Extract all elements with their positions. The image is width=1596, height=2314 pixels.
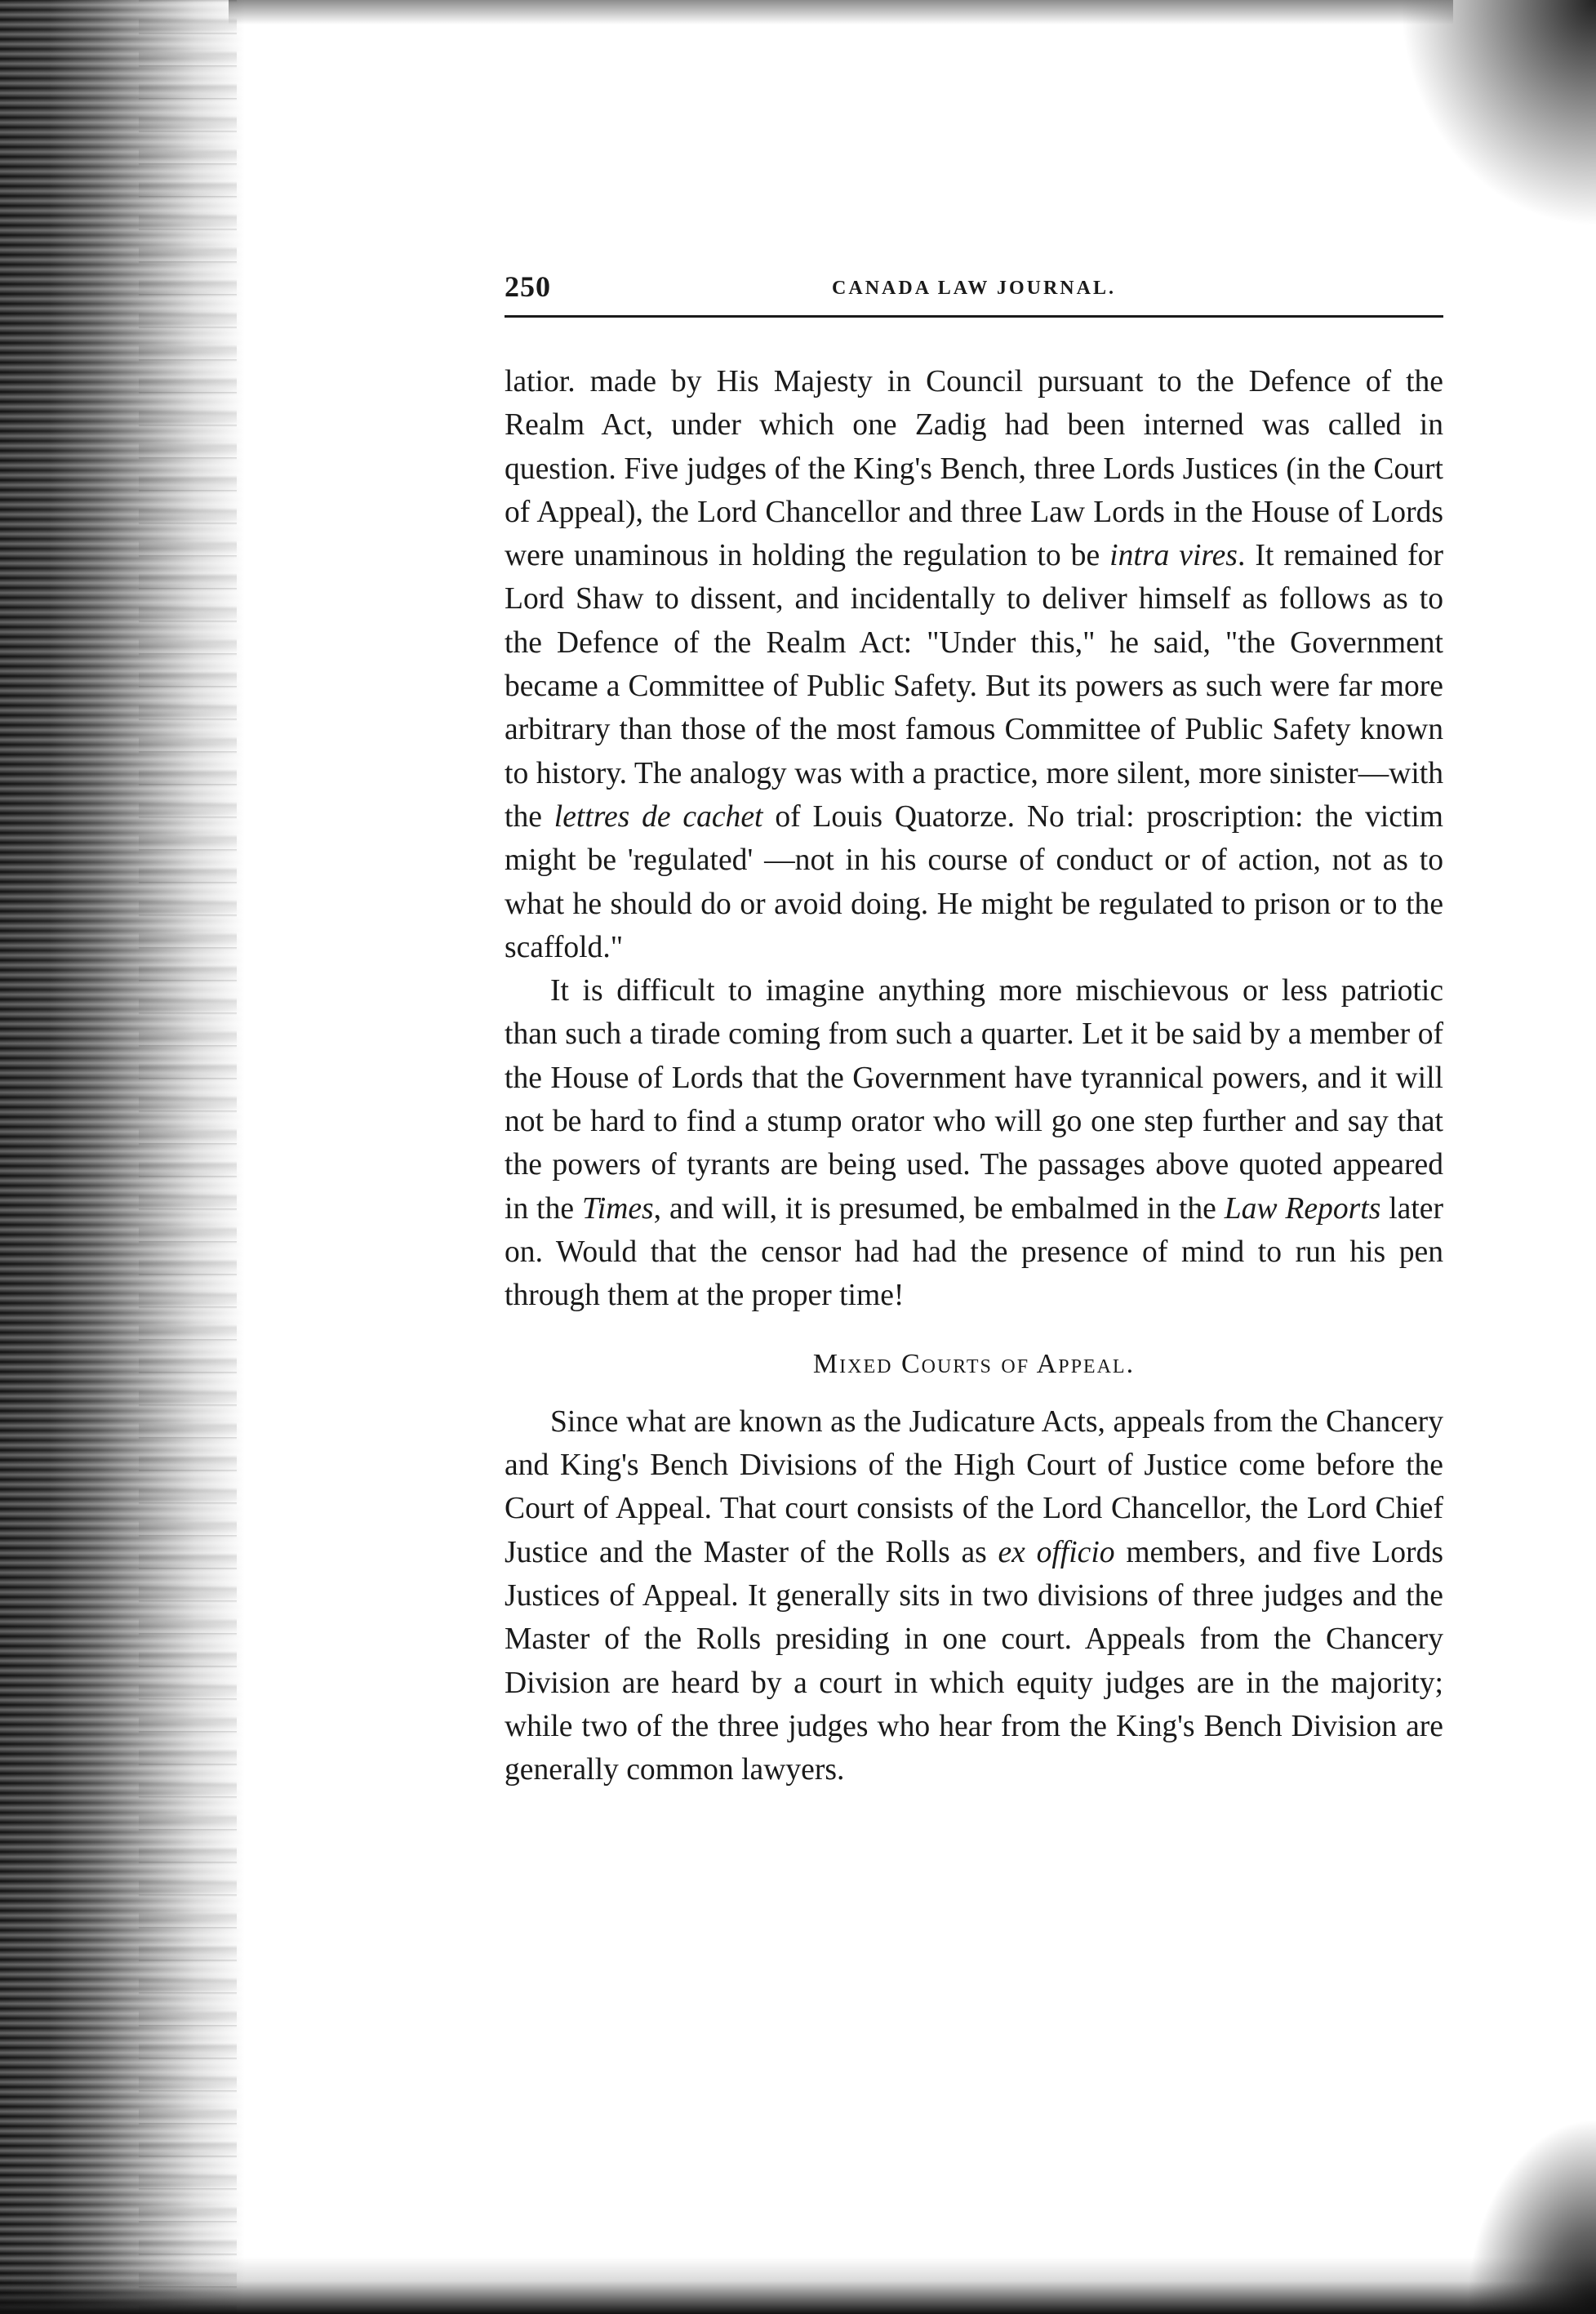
- scan-binding-speckle: [139, 0, 237, 2314]
- paragraph-2: [505, 969, 1443, 1317]
- paragraph-1-text-b: . It remained for Lord Shaw to dissent, and incidentally to deliver himself as follows as to the Defence of the Realm Act: "Under this," he said, "the Government became a Committee of Public Safety. But its powers as such were far more arbitrary than those of the most famous Committee of Public Safety known to history. The analogy was with a practice, more silent, more sinister—with the: [505, 539, 1443, 834]
- paragraph-2-text-c: later on. Would that the censor had had the presence of mind to run his pen through them at the proper time!: [505, 1191, 1443, 1313]
- paragraph-1-text-a: latior. made by His Majesty in Council pursuant to the Defence of the Realm Act, under which one Zadig had been interned was called in question. Five judges of the King's Bench, three Lords Justices (in the Court of Appeal), the Lord Chancellor and three Law Lords in the House of Lords were unaminous in holding the regulation to be: [505, 365, 1443, 573]
- journal-title: CANADA LAW JOURNAL.: [832, 278, 1116, 299]
- paragraph-1: [505, 360, 1443, 969]
- paragraph-1-italic-a: intra vires: [1109, 539, 1238, 573]
- article-body: [505, 360, 1443, 1792]
- running-head: [505, 269, 1443, 318]
- paragraph-1-text-c: of Louis Quatorze. No trial: proscription: the victim might be 'regulated' —not in his course of conduct or of action, not as to what he should do or avoid doing. He might be regulated to prison or to the scaffold.": [505, 799, 1443, 964]
- paragraph-2-text-a: It is difficult to imagine anything more mischievous or less patriotic than such a tirade coming from such a quarter. Let it be said by a member of the House of Lords that the Government have tyrannical powers, and it will not be hard to find a stump orator who will go one step further and say that the powers of tyrants are being used. The passages above quoted appeared in the: [505, 974, 1443, 1226]
- paragraph-2-text-b: , and will, it is presumed, be embalmed in the: [653, 1191, 1225, 1226]
- paragraph-3-text-b: members, and five Lords Justices of Appeal. It generally sits in two divisions of three judges and the Master of the Rolls presiding in one court. Appeals from the Chancery Division are heard by a court in which equity judges are in the majority; while two of the three judges who hear from the King's Bench Division are generally common lawyers.: [505, 1535, 1443, 1787]
- paragraph-2-italic-a: Times: [581, 1191, 654, 1226]
- journal-page: [505, 269, 1443, 1792]
- section-heading: Mixed Courts of Appeal.: [812, 1348, 1136, 1379]
- paragraph-1-italic-b: lettres de cachet: [553, 799, 763, 834]
- paragraph-3-text-a: Since what are known as the Judicature Acts, appeals from the Chancery and King's Bench Divisions of the High Court of Justice come before the Court of Appeal. That court consists of the Lord Chancellor, the Lord Chief Justice and the Master of the Rolls as: [505, 1404, 1443, 1569]
- paragraph-2-italic-b: Law Reports: [1224, 1191, 1381, 1226]
- paragraph-3-italic-a: ex officio: [998, 1535, 1115, 1569]
- page-number: 250: [505, 270, 551, 303]
- scan-corner-top-right: [1384, 0, 1596, 245]
- paragraph-3: [505, 1400, 1443, 1792]
- scan-bottom-shadow: [0, 2257, 1596, 2314]
- scan-top-shadow: [229, 0, 1453, 24]
